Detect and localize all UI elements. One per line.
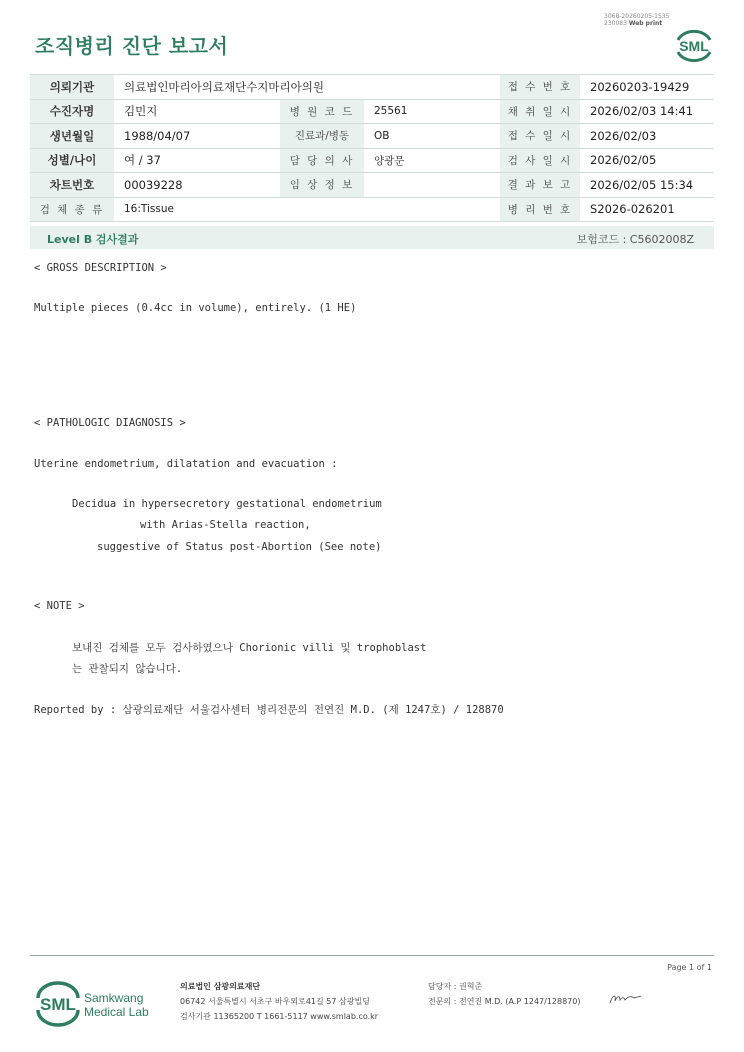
info-key: 병 리 번 호	[500, 197, 580, 222]
info-key: 의뢰기관	[30, 75, 114, 100]
info-value: 2026/02/03 14:41	[580, 99, 714, 124]
footer-address-block	[180, 979, 378, 1024]
diagnosis-title: < PATHOLOGIC DIAGNOSIS >	[34, 417, 186, 429]
info-value: 2026/02/05 15:34	[580, 173, 714, 198]
info-value: 20260203-19429	[580, 75, 714, 100]
gross-text: Multiple pieces (0.4cc in volume), entirely. (1 HE)	[34, 302, 357, 314]
footer-address: 06742 서울특별시 서초구 바우뫼로41길 57 삼광빌딩	[180, 997, 370, 1006]
footer-logo-text: SML	[40, 995, 76, 1014]
signature-icon	[608, 991, 642, 1011]
reported-by: Reported by : 삼광의료재단 서울검사센터 병리전문의 전연진 M.D. (제 1247호) / 128870	[34, 704, 504, 716]
insurance-code: 보험코드 : C5602008Z	[576, 233, 694, 246]
footer-contact: 검사기관 11365200 T 1661-5117 www.smlab.co.kr	[180, 1012, 379, 1021]
info-row	[30, 148, 714, 173]
diagnosis-line: with Arias-Stella reaction,	[140, 519, 311, 531]
info-value: 의료법인마리아의료재단수지마리아의원	[114, 75, 500, 100]
info-value: S2026-026201	[580, 197, 714, 222]
info-key: 병 원 코 드	[280, 99, 364, 124]
patient-info-table	[30, 74, 714, 222]
info-value: 16:Tissue	[114, 197, 500, 222]
result-level-bar	[30, 226, 714, 249]
info-key: 진료과/병동	[280, 124, 364, 149]
info-key: 성별/나이	[30, 148, 114, 173]
info-key: 검 사 일 시	[500, 148, 580, 173]
info-row	[30, 75, 714, 100]
doctor-name: 전연진 M.D. (A.P 1247/128870)	[458, 997, 581, 1006]
staff-name: 권혁준	[458, 982, 483, 991]
note-title: < NOTE >	[34, 600, 85, 612]
info-row	[30, 173, 714, 198]
note-line: 보내진 검체를 모두 검사하였으나 Chorionic villi 및 trophoblast	[72, 642, 427, 654]
info-key: 접 수 일 시	[500, 124, 580, 149]
info-value: 25561	[364, 99, 500, 124]
info-key: 채 취 일 시	[500, 99, 580, 124]
info-row	[30, 197, 714, 222]
footer-org: 의료법인 삼광의료재단	[180, 982, 261, 991]
print-code	[604, 13, 669, 27]
diagnosis-site: Uterine endometrium, dilatation and evacuation :	[34, 458, 338, 470]
info-key: 접 수 번 호	[500, 75, 580, 100]
info-key: 검 체 종 류	[30, 197, 114, 222]
info-row	[30, 124, 714, 149]
info-value: 2026/02/05	[580, 148, 714, 173]
doctor-label: 전문의 :	[428, 997, 457, 1006]
info-value: 김민지	[114, 99, 280, 124]
footer-divider	[30, 955, 714, 956]
diagnosis-line: Decidua in hypersecretory gestational endometrium	[72, 498, 382, 510]
footer-staff-block	[428, 979, 580, 1009]
info-row	[30, 99, 714, 124]
info-value: 1988/04/07	[114, 124, 280, 149]
footer-logo	[36, 980, 156, 1032]
gross-title: < GROSS DESCRIPTION >	[34, 262, 167, 274]
info-value: 여 / 37	[114, 148, 280, 173]
web-print-label: Web print	[628, 20, 663, 27]
info-key: 수진자명	[30, 99, 114, 124]
note-line: 는 관찰되지 않습니다.	[72, 663, 183, 675]
info-value: 양광문	[364, 148, 500, 173]
logo-text: SML	[679, 38, 709, 54]
sml-logo-icon	[38, 983, 78, 1025]
info-key: 담 당 의 사	[280, 148, 364, 173]
brand-name-line1: Samkwang	[84, 991, 144, 1005]
info-value: OB	[364, 124, 500, 149]
info-value: 2026/02/03	[580, 124, 714, 149]
info-value	[364, 173, 500, 198]
info-key: 생년월일	[30, 124, 114, 149]
report-title: 조직병리 진단 보고서	[35, 34, 229, 58]
result-level: Level B 검사결과	[47, 233, 139, 246]
info-key: 임 상 정 보	[280, 173, 364, 198]
info-value: 00039228	[114, 173, 280, 198]
print-code-line2: 230083	[604, 20, 627, 27]
info-key: 결 과 보 고	[500, 173, 580, 198]
sml-logo-icon	[674, 26, 714, 68]
staff-label: 담당자 :	[428, 982, 457, 991]
print-code-line1: 3068-20260205-1535	[604, 13, 670, 20]
info-key: 차트번호	[30, 173, 114, 198]
page-number: Page 1 of 1	[667, 963, 712, 972]
diagnosis-line: suggestive of Status post-Abortion (See note)	[97, 541, 382, 553]
brand-name-line2: Medical Lab	[84, 1005, 149, 1019]
